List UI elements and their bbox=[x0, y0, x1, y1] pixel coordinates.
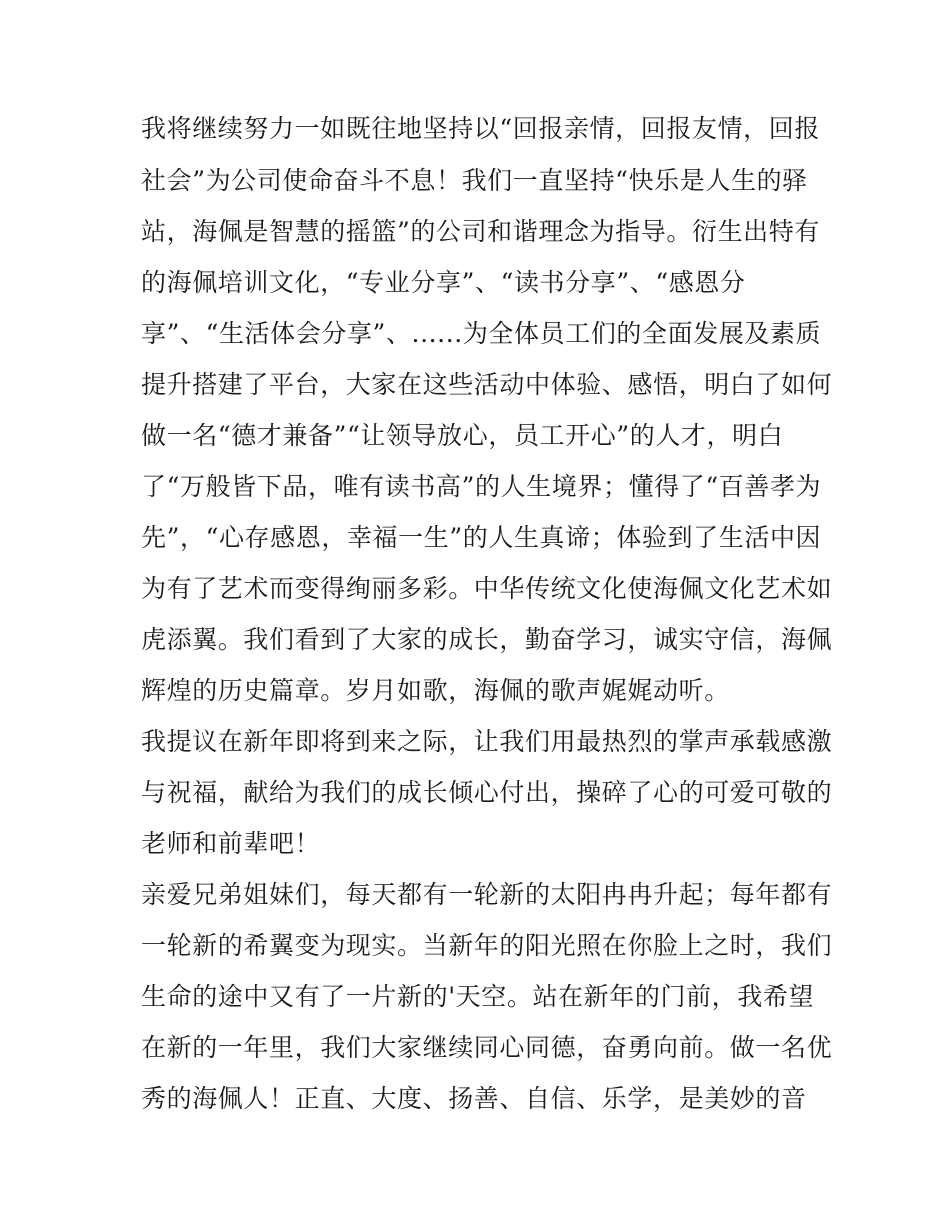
text-line: 了“万般皆下品，唯有读书高”的人生境界；懂得了“百善孝为 bbox=[141, 472, 822, 501]
text-line: 秀的海佩人！正直、大度、扬善、自信、乐学，是美妙的音 bbox=[141, 1084, 807, 1113]
text-line: 站，海佩是智慧的摇篮”的公司和谐理念为指导。衍生出特有 bbox=[141, 217, 820, 246]
text-line: 先”，“心存感恩，幸福一生”的人生真谛；体验到了生活中因 bbox=[141, 523, 822, 552]
text-line: 社会”为公司使命奋斗不息！我们一直坚持“快乐是人生的驿 bbox=[141, 166, 808, 195]
text-line: 我将继续努力一如既往地坚持以“回报亲情，回报友情，回报 bbox=[141, 114, 820, 143]
text-line: 与祝福，献给为我们的成长倾心付出，操碎了心的可爱可敬的 bbox=[141, 778, 833, 807]
text-line: 老师和前辈吧！ bbox=[141, 829, 321, 858]
text-line: 做一名“德才兼备”“让领导放心，员工开心”的人才，明白 bbox=[141, 421, 784, 450]
text-line: 生命的途中又有了一片新的'天空。站在新年的门前，我希望 bbox=[141, 982, 815, 1011]
text-line: 为有了艺术而变得绚丽多彩。中华传统文化使海佩文化艺术如 bbox=[141, 574, 833, 603]
text-line: 我提议在新年即将到来之际，让我们用最热烈的掌声承载感激 bbox=[141, 727, 833, 756]
text-line: 亲爱兄弟姐妹们，每天都有一轮新的太阳冉冉升起；每年都有 bbox=[141, 880, 833, 909]
text-line: 一轮新的希翼变为现实。当新年的阳光照在你脸上之时，我们 bbox=[141, 931, 833, 960]
text-line: 虎添翼。我们看到了大家的成长，勤奋学习，诚实守信，海佩 bbox=[141, 625, 833, 654]
text-line: 的海佩培训文化，“专业分享”、“读书分享”、“感恩分 bbox=[141, 268, 746, 297]
text-line: 辉煌的历史篇章。岁月如歌，海佩的歌声娓娓动听。 bbox=[141, 676, 730, 705]
text-line: 提升搭建了平台，大家在这些活动中体验、感悟，明白了如何 bbox=[141, 370, 833, 399]
text-line: 在新的一年里，我们大家继续同心同德，奋勇向前。做一名优 bbox=[141, 1033, 833, 1062]
text-line: 享”、“生活体会分享”、......为全体员工们的全面发展及素质 bbox=[141, 319, 822, 348]
